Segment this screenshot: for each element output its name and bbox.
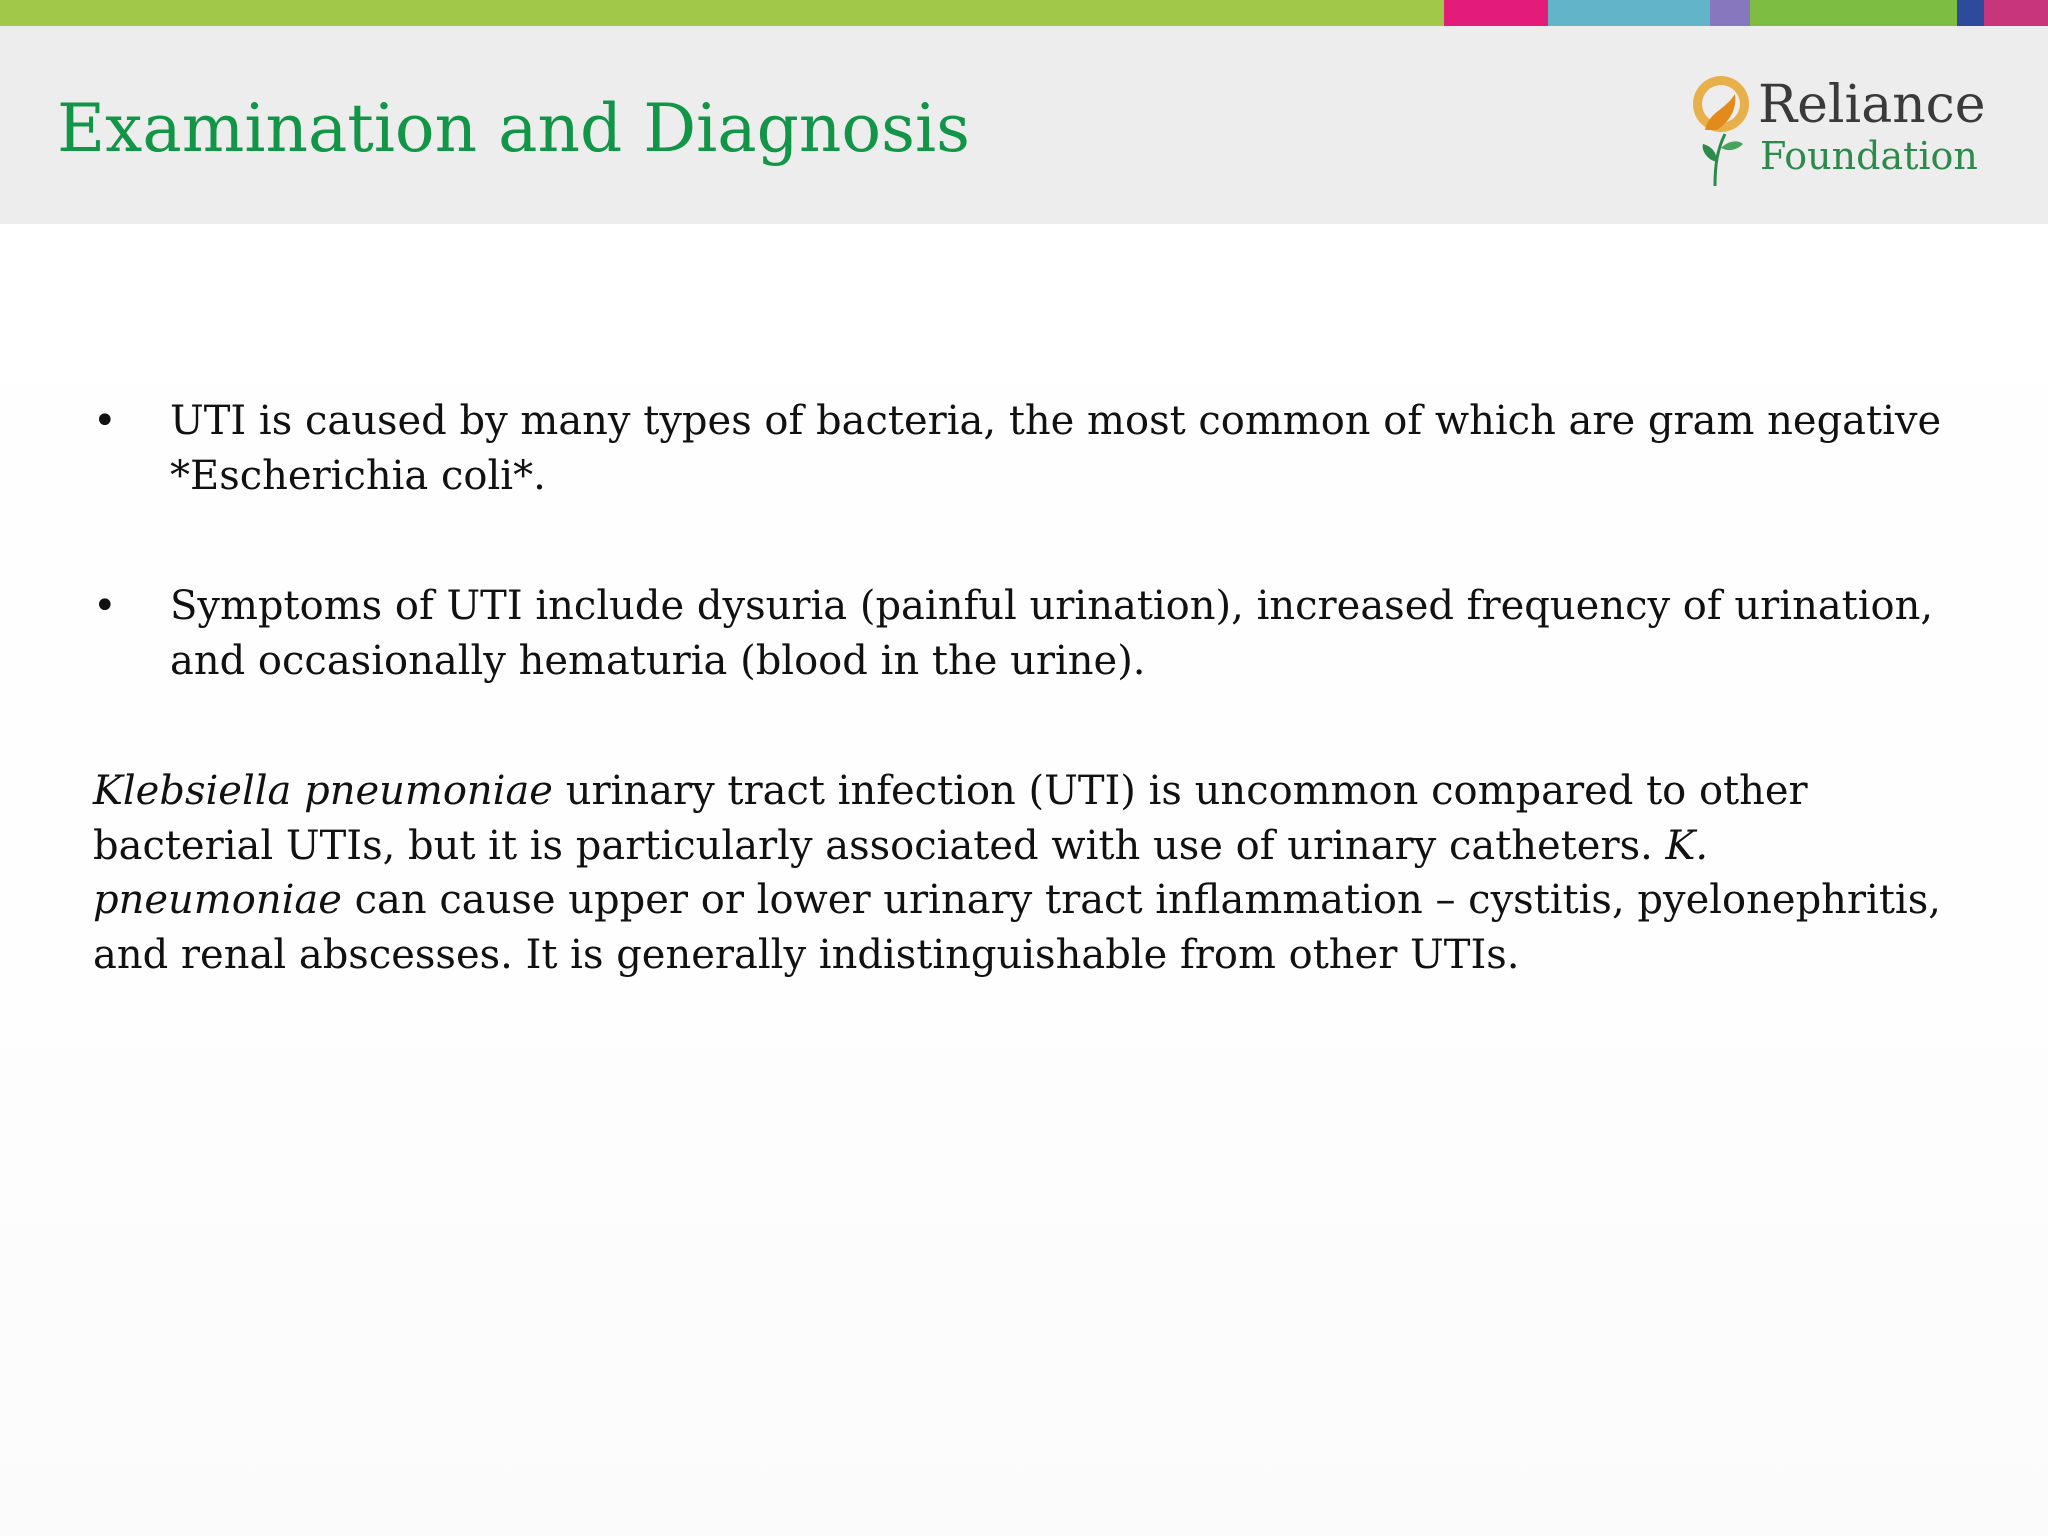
strip-segment-lime bbox=[1750, 0, 1957, 26]
organism-abbrev: K. pneumoniae bbox=[93, 822, 1709, 923]
strip-segment-purple bbox=[1710, 0, 1750, 26]
slide-title: Examination and Diagnosis bbox=[57, 90, 970, 167]
slide-content bbox=[93, 394, 1973, 982]
logo-sub: Foundation bbox=[1760, 134, 1978, 178]
strip-segment-navy bbox=[1957, 0, 1984, 26]
logo-name: Reliance bbox=[1758, 75, 1986, 135]
bullet-text: UTI is caused by many types of bacteria, the most common of which are gram negative *Escherichia coli*. bbox=[170, 398, 1942, 499]
bullet-item bbox=[93, 579, 1973, 688]
strip-segment-teal bbox=[1548, 0, 1710, 26]
bullet-marker: • bbox=[93, 398, 117, 444]
strip-segment-magenta bbox=[1984, 0, 2048, 26]
organism-name: Klebsiella pneumoniae bbox=[93, 768, 553, 814]
bullet-item bbox=[93, 394, 1973, 503]
top-color-strip bbox=[0, 0, 2048, 26]
strip-segment-pink bbox=[1444, 0, 1548, 26]
flame-sapling-icon bbox=[1685, 70, 1765, 190]
paragraph-text: can cause upper or lower urinary tract inflammation – cystitis, pyelonephritis, and renal abscesses. It is generally indistinguishable from other UTIs. bbox=[93, 877, 1941, 978]
bullet-marker: • bbox=[93, 583, 117, 629]
strip-segment-green bbox=[0, 0, 1444, 26]
bullet-list bbox=[93, 394, 1973, 688]
klebsiella-paragraph bbox=[93, 764, 1973, 982]
bullet-text: Symptoms of UTI include dysuria (painful urination), increased frequency of urination, and occasionally hematuria (blood in the urine). bbox=[170, 583, 1934, 684]
paragraph-text: urinary tract infection (UTI) is uncommon compared to other bacterial UTIs, but it is particularly associated with use of urinary catheters. bbox=[93, 768, 1808, 869]
reliance-foundation-logo bbox=[1685, 70, 1995, 190]
